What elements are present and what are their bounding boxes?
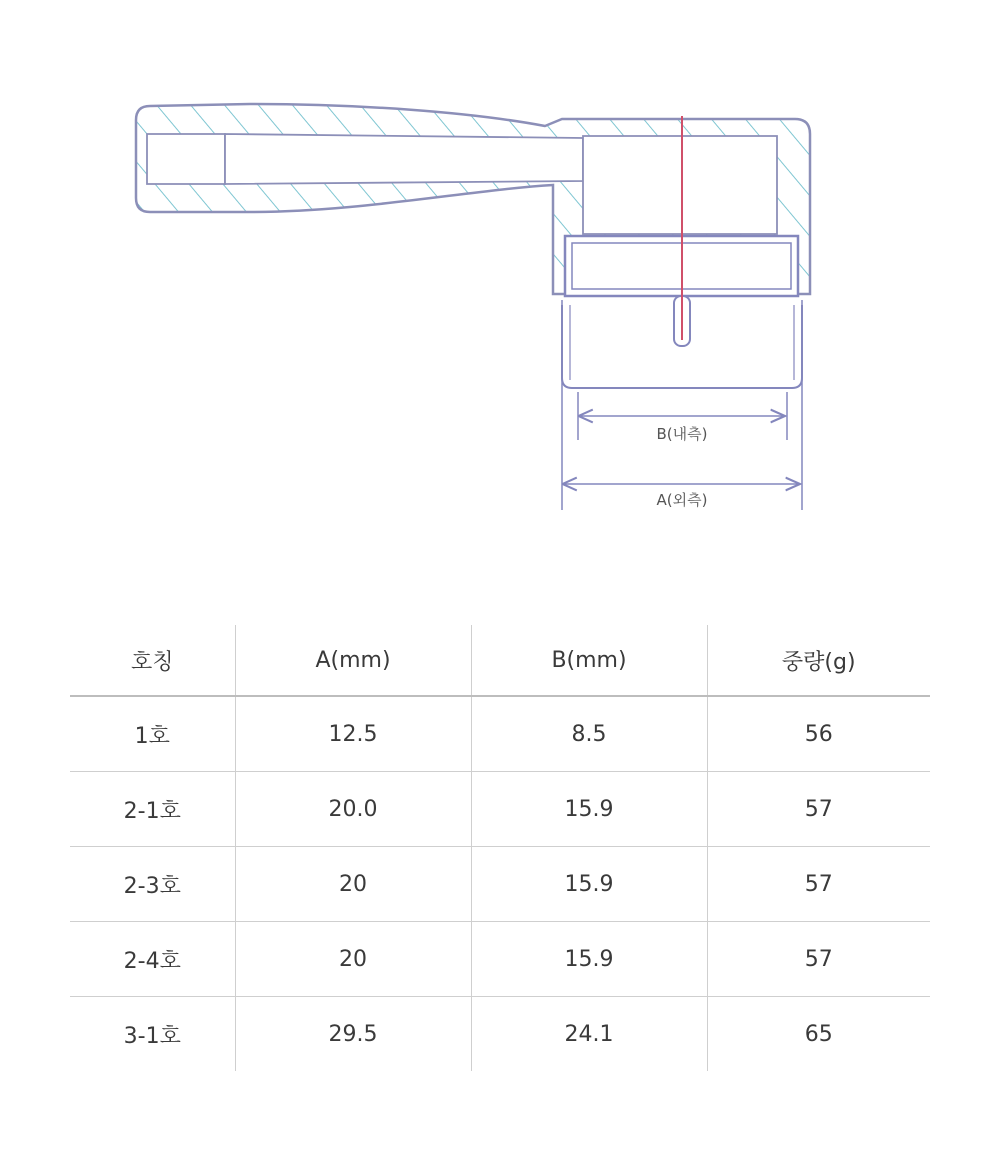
- cell-a: 12.5: [235, 696, 471, 772]
- cell-name: 2-3호: [70, 847, 235, 922]
- cell-b: 24.1: [471, 997, 707, 1072]
- dim-a-label: A(외측): [656, 491, 708, 509]
- table-row: [70, 997, 930, 1072]
- cell-b: 15.9: [471, 922, 707, 997]
- cell-a: 20.0: [235, 772, 471, 847]
- header-name: 호칭: [70, 625, 235, 696]
- cell-b: 8.5: [471, 696, 707, 772]
- dim-b-label: B(내측): [656, 425, 708, 443]
- table-row: [70, 922, 930, 997]
- grip-bore: [147, 134, 225, 184]
- cell-a: 29.5: [235, 997, 471, 1072]
- shaft-bore: [225, 134, 583, 184]
- table-row: [70, 772, 930, 847]
- cell-name: 1호: [70, 696, 235, 772]
- spec-table: [70, 625, 930, 1071]
- cell-b: 15.9: [471, 772, 707, 847]
- table-row: [70, 696, 930, 772]
- cell-a: 20: [235, 922, 471, 997]
- header-b: B(mm): [471, 625, 707, 696]
- cell-weight: 65: [707, 997, 930, 1072]
- header-weight: 중량(g): [707, 625, 930, 696]
- cell-weight: 57: [707, 772, 930, 847]
- table-row: [70, 847, 930, 922]
- cell-weight: 57: [707, 847, 930, 922]
- cell-a: 20: [235, 847, 471, 922]
- header-a: A(mm): [235, 625, 471, 696]
- cell-weight: 57: [707, 922, 930, 997]
- cell-name: 3-1호: [123, 1023, 181, 1049]
- head-cavity: [583, 136, 777, 234]
- cell-name: 2-4호: [70, 922, 235, 997]
- cell-name: 2-1호: [70, 772, 235, 847]
- cell-weight: 56: [707, 696, 930, 772]
- table-header-row: [70, 625, 930, 696]
- handle-cross-section-drawing: [0, 0, 990, 560]
- cell-b: 15.9: [471, 847, 707, 922]
